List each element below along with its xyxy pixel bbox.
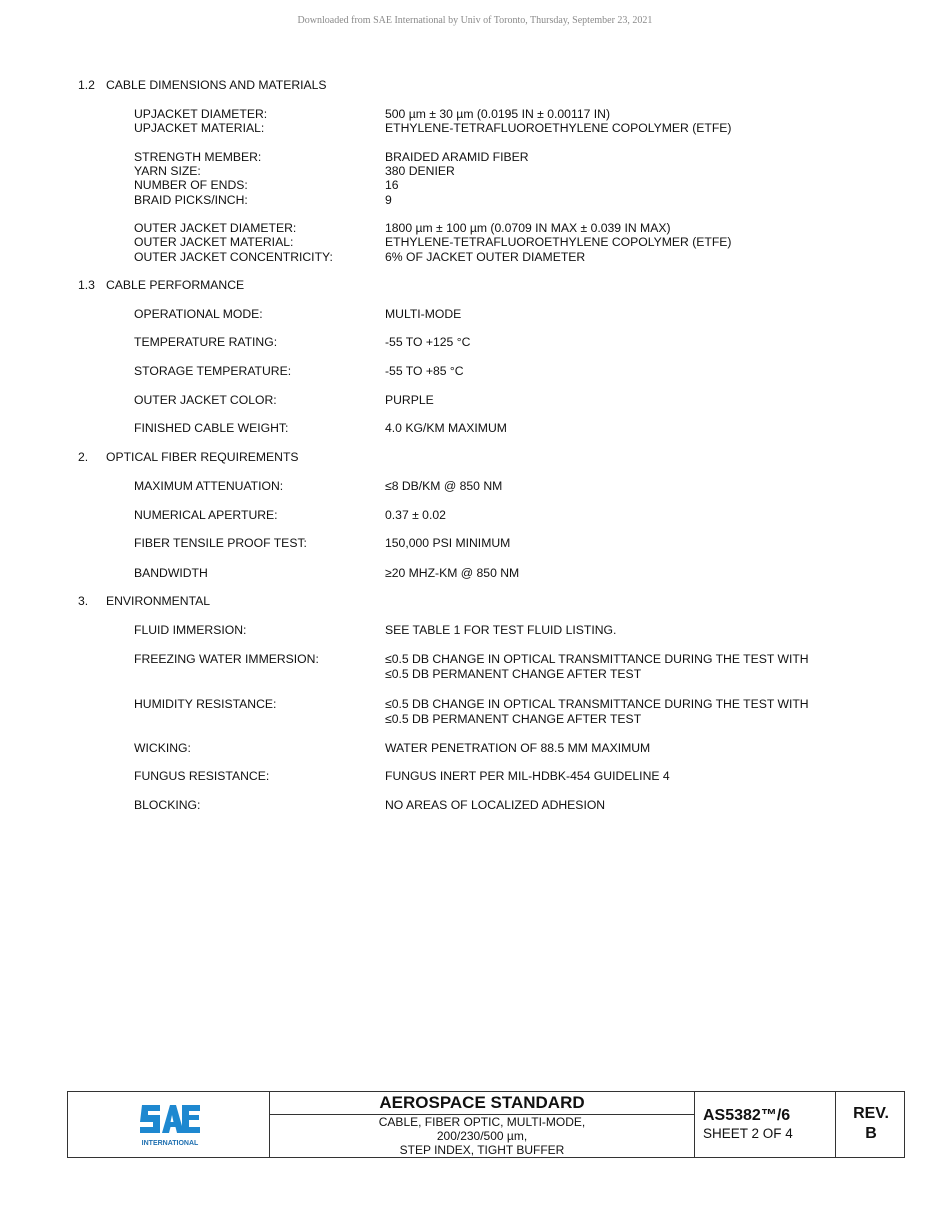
spec-label: MAXIMUM ATTENUATION: bbox=[134, 479, 284, 493]
spec-label: FINISHED CABLE WEIGHT: bbox=[134, 421, 289, 435]
title-cell bbox=[270, 1092, 695, 1157]
spec-label: STRENGTH MEMBER: bbox=[134, 150, 262, 164]
spec-label: OUTER JACKET DIAMETER: bbox=[134, 221, 297, 235]
spec-value: 0.37 ± 0.02 bbox=[385, 508, 446, 522]
download-watermark: Downloaded from SAE International by Univ of Toronto, Thursday, September 23, 2021 bbox=[297, 15, 653, 26]
spec-value: ≤0.5 DB CHANGE IN OPTICAL TRANSMITTANCE DURING THE TEST WITH bbox=[385, 697, 809, 711]
section-number: 3. bbox=[78, 594, 89, 608]
document-id: AS5382™/6 bbox=[703, 1107, 791, 1124]
section-heading: CABLE DIMENSIONS AND MATERIALS bbox=[106, 78, 327, 92]
spec-value: -55 TO +85 °C bbox=[385, 364, 464, 378]
spec-value: NO AREAS OF LOCALIZED ADHESION bbox=[385, 798, 606, 812]
section-number: 1.2 bbox=[78, 78, 95, 92]
spec-value: ETHYLENE-TETRAFLUOROETHYLENE COPOLYMER (ETFE) bbox=[385, 121, 732, 135]
title-block bbox=[67, 1091, 905, 1158]
spec-label: HUMIDITY RESISTANCE: bbox=[134, 697, 277, 711]
document-subtitle bbox=[270, 1115, 694, 1157]
spec-value: 4.0 KG/KM MAXIMUM bbox=[385, 421, 507, 435]
subtitle-line: CABLE, FIBER OPTIC, MULTI-MODE, bbox=[378, 1115, 586, 1129]
spec-label: UPJACKET DIAMETER: bbox=[134, 107, 268, 121]
document-id-cell bbox=[695, 1092, 836, 1157]
spec-value: FUNGUS INERT PER MIL-HDBK-454 GUIDELINE 4 bbox=[385, 769, 670, 783]
revision-cell bbox=[836, 1092, 906, 1157]
spec-value: -55 TO +125 °C bbox=[385, 335, 471, 349]
spec-value: 9 bbox=[385, 193, 392, 207]
spec-value: ≥20 MHZ-KM @ 850 NM bbox=[385, 566, 520, 580]
spec-value: MULTI-MODE bbox=[385, 307, 462, 321]
spec-label: FLUID IMMERSION: bbox=[134, 623, 247, 637]
document-heading: AEROSPACE STANDARD bbox=[270, 1092, 694, 1115]
spec-label: NUMBER OF ENDS: bbox=[134, 178, 248, 192]
section-number: 1.3 bbox=[78, 278, 95, 292]
spec-label: FIBER TENSILE PROOF TEST: bbox=[134, 536, 307, 550]
sae-logo-icon bbox=[138, 1103, 202, 1147]
spec-value-continued: ≤0.5 DB PERMANENT CHANGE AFTER TEST bbox=[385, 667, 642, 681]
spec-value: SEE TABLE 1 FOR TEST FLUID LISTING. bbox=[385, 623, 617, 637]
spec-label: STORAGE TEMPERATURE: bbox=[134, 364, 292, 378]
spec-label: WICKING: bbox=[134, 741, 191, 755]
sheet-number: SHEET 2 OF 4 bbox=[703, 1126, 793, 1141]
spec-label: FREEZING WATER IMMERSION: bbox=[134, 652, 319, 666]
spec-label: OUTER JACKET CONCENTRICITY: bbox=[134, 250, 333, 264]
spec-label: UPJACKET MATERIAL: bbox=[134, 121, 265, 135]
logo-cell bbox=[68, 1092, 270, 1157]
spec-value: 6% OF JACKET OUTER DIAMETER bbox=[385, 250, 586, 264]
spec-value: 1800 µm ± 100 µm (0.0709 IN MAX ± 0.039 IN MAX) bbox=[385, 221, 671, 235]
section-heading: OPTICAL FIBER REQUIREMENTS bbox=[106, 450, 299, 464]
spec-label: NUMERICAL APERTURE: bbox=[134, 508, 278, 522]
revision-value: B bbox=[865, 1125, 877, 1142]
spec-label: YARN SIZE: bbox=[134, 164, 201, 178]
spec-label: BRAID PICKS/INCH: bbox=[134, 193, 248, 207]
spec-value: ≤8 DB/KM @ 850 NM bbox=[385, 479, 503, 493]
revision-label: REV. bbox=[853, 1105, 889, 1122]
spec-label: OPERATIONAL MODE: bbox=[134, 307, 263, 321]
section-number: 2. bbox=[78, 450, 89, 464]
spec-value: 150,000 PSI MINIMUM bbox=[385, 536, 511, 550]
svg-text:INTERNATIONAL: INTERNATIONAL bbox=[141, 1140, 199, 1147]
spec-value-continued: ≤0.5 DB PERMANENT CHANGE AFTER TEST bbox=[385, 712, 642, 726]
spec-label: BANDWIDTH bbox=[134, 566, 208, 580]
spec-label: BLOCKING: bbox=[134, 798, 201, 812]
spec-value: WATER PENETRATION OF 88.5 MM MAXIMUM bbox=[385, 741, 651, 755]
spec-value: 500 µm ± 30 µm (0.0195 IN ± 0.00117 IN) bbox=[385, 107, 611, 121]
section-heading: ENVIRONMENTAL bbox=[106, 594, 211, 608]
subtitle-line: 200/230/500 µm, bbox=[436, 1129, 528, 1143]
subtitle-line: STEP INDEX, TIGHT BUFFER bbox=[399, 1143, 565, 1157]
spec-value: 380 DENIER bbox=[385, 164, 455, 178]
spec-label: TEMPERATURE RATING: bbox=[134, 335, 278, 349]
spec-value: ETHYLENE-TETRAFLUOROETHYLENE COPOLYMER (ETFE) bbox=[385, 235, 732, 249]
spec-value: BRAIDED ARAMID FIBER bbox=[385, 150, 529, 164]
spec-value: 16 bbox=[385, 178, 399, 192]
spec-label: FUNGUS RESISTANCE: bbox=[134, 769, 270, 783]
section-heading: CABLE PERFORMANCE bbox=[106, 278, 245, 292]
spec-label: OUTER JACKET COLOR: bbox=[134, 393, 277, 407]
spec-value: ≤0.5 DB CHANGE IN OPTICAL TRANSMITTANCE DURING THE TEST WITH bbox=[385, 652, 809, 666]
spec-label: OUTER JACKET MATERIAL: bbox=[134, 235, 294, 249]
spec-value: PURPLE bbox=[385, 393, 434, 407]
